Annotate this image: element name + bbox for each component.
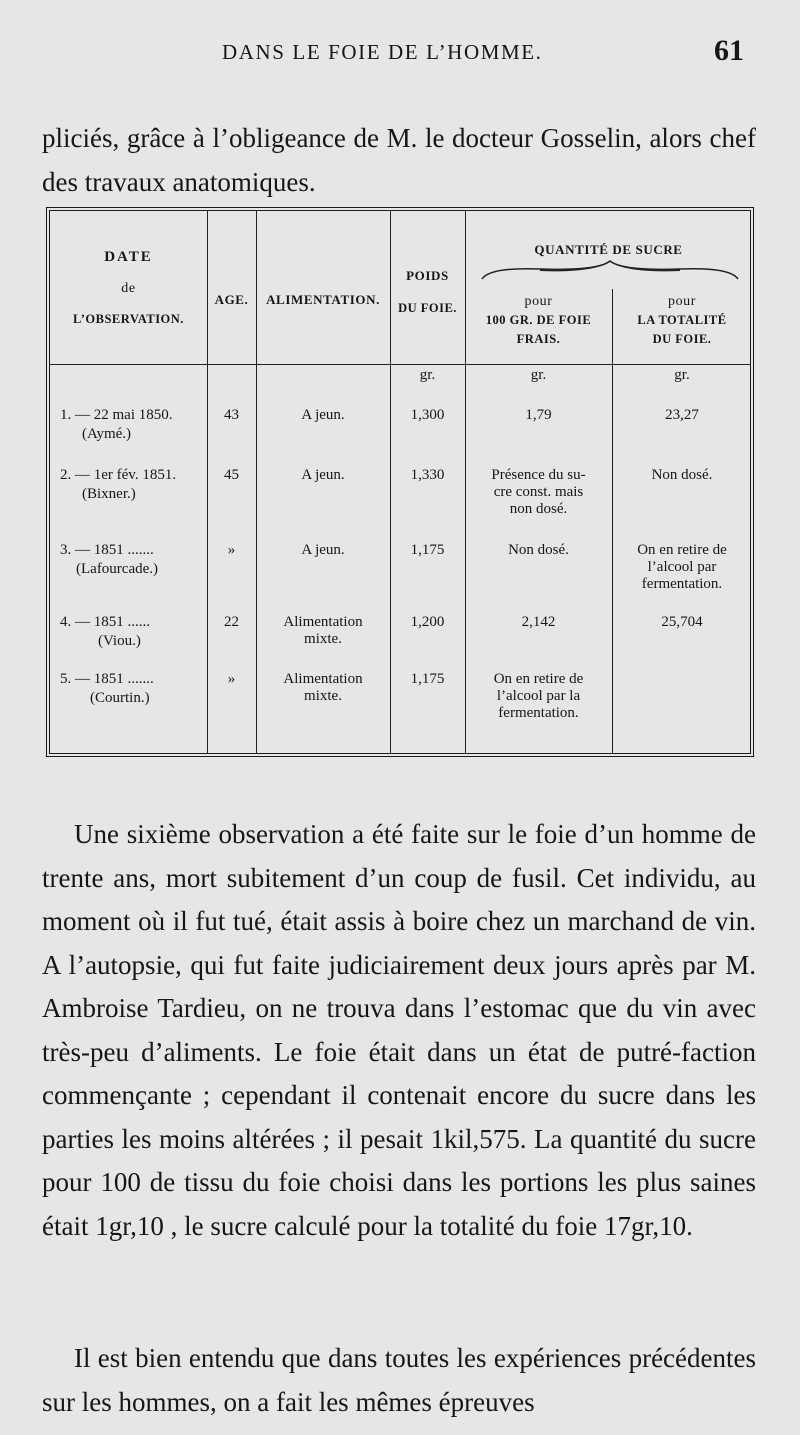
row-sucre-100: Présence du su- cre const. mais non dosé. — [491, 467, 586, 517]
row-sucre-total: 23,27 — [665, 407, 699, 423]
header-divider — [50, 364, 750, 365]
header-poids: POIDS DU FOIE. — [398, 268, 457, 315]
header-age: AGE. — [214, 292, 249, 307]
row-sucre-100: 2,142 — [521, 614, 556, 630]
column-divider — [612, 289, 613, 753]
running-title: DANS LE FOIE DE L’HOMME. — [222, 40, 543, 64]
row-sucre-100: 1,79 — [525, 407, 552, 423]
row-poids: 1,175 — [410, 542, 445, 558]
row-poids: 1,200 — [410, 614, 445, 630]
row-age: » — [227, 542, 236, 558]
row-age: 22 — [224, 614, 239, 630]
header-sucre-total: pour LA TOTALITÉ DU FOIE. — [637, 294, 727, 346]
closing-paragraph: Il est bien entendu que dans toutes les expériences précédentes sur les hommes, on a fait les mêmes épreuves — [42, 1343, 756, 1417]
row-name: (Aymé.) — [82, 426, 132, 442]
liver-sugar-table — [46, 207, 754, 757]
row-date: 4. — 1851 ...... — [60, 614, 150, 630]
header-quantite: QUANTITÉ DE SUCRE — [534, 242, 683, 257]
row-sucre-100: Non dosé. — [508, 542, 569, 558]
row-alim: Alimentation mixte. — [283, 671, 363, 704]
sixth-observation-paragraph: Une sixième observation a été faite sur le foie d’un homme de trente ans, mort subitement d’un coup de fusil. Cet individu, au moment où il fut tué, était assis à boire chez un marchand de vin. A l’autopsie, qui fut faite judiciairement deux jours après par M. Ambroise Tardieu, on ne trouva dans l’estomac que du vin avec très-peu d’aliments. Le foie était dans un état de putré-faction commençante ; cependant il contenait encore du sucre dans les parties les moins altérées ; il pesait 1kil,575. La quantité du sucre pour 100 de tissu du foie choisi dans les portions les plus saines était 1gr,10 , le sucre calculé pour la totalité du foie 17gr,10. — [42, 819, 756, 1241]
row-age: 45 — [224, 467, 239, 483]
row-age: 43 — [224, 407, 239, 423]
page-number: 61 — [714, 34, 744, 67]
row-alim: Alimentation mixte. — [283, 614, 363, 647]
row-sucre-total: Non dosé. — [651, 467, 713, 483]
unit-sucre-100: gr. — [530, 367, 547, 383]
row-age: » — [227, 671, 236, 687]
row-name: (Courtin.) — [90, 690, 150, 706]
unit-poids: gr. — [419, 367, 436, 383]
row-sucre-100: On en retire de l’alcool par la fermentation. — [493, 671, 584, 721]
row-name: (Viou.) — [98, 633, 141, 649]
row-date: 3. — 1851 ....... — [60, 542, 154, 558]
row-poids: 1,330 — [410, 467, 445, 483]
brace-icon — [480, 259, 740, 283]
intro-paragraph: pliciés, grâce à l’obligeance de M. le docteur Gosselin, alors chef des travaux anatomiques. — [42, 123, 756, 197]
header-alimentation: ALIMENTATION. — [266, 292, 380, 307]
row-date: 5. — 1851 ....... — [60, 671, 154, 687]
row-sucre-total: On en retire de l’alcool par fermentation. — [637, 542, 727, 592]
unit-sucre-total: gr. — [674, 367, 690, 383]
row-alim: A jeun. — [301, 542, 345, 558]
row-name: (Bixner.) — [82, 486, 136, 502]
row-date: 2. — 1er fév. 1851. — [60, 467, 177, 483]
row-sucre-total: 25,704 — [661, 614, 703, 630]
row-poids: 1,300 — [410, 407, 445, 423]
row-alim: A jeun. — [301, 407, 345, 423]
header-sucre-100: pour 100 GR. DE FOIE FRAIS. — [485, 294, 592, 346]
running-header — [0, 34, 800, 72]
row-date: 1. — 22 mai 1850. — [60, 407, 173, 423]
row-name: (Lafourcade.) — [76, 561, 159, 577]
row-alim: A jeun. — [301, 467, 345, 483]
row-poids: 1,175 — [410, 671, 445, 687]
header-date: DATE de L’OBSERVATION. — [73, 249, 184, 326]
